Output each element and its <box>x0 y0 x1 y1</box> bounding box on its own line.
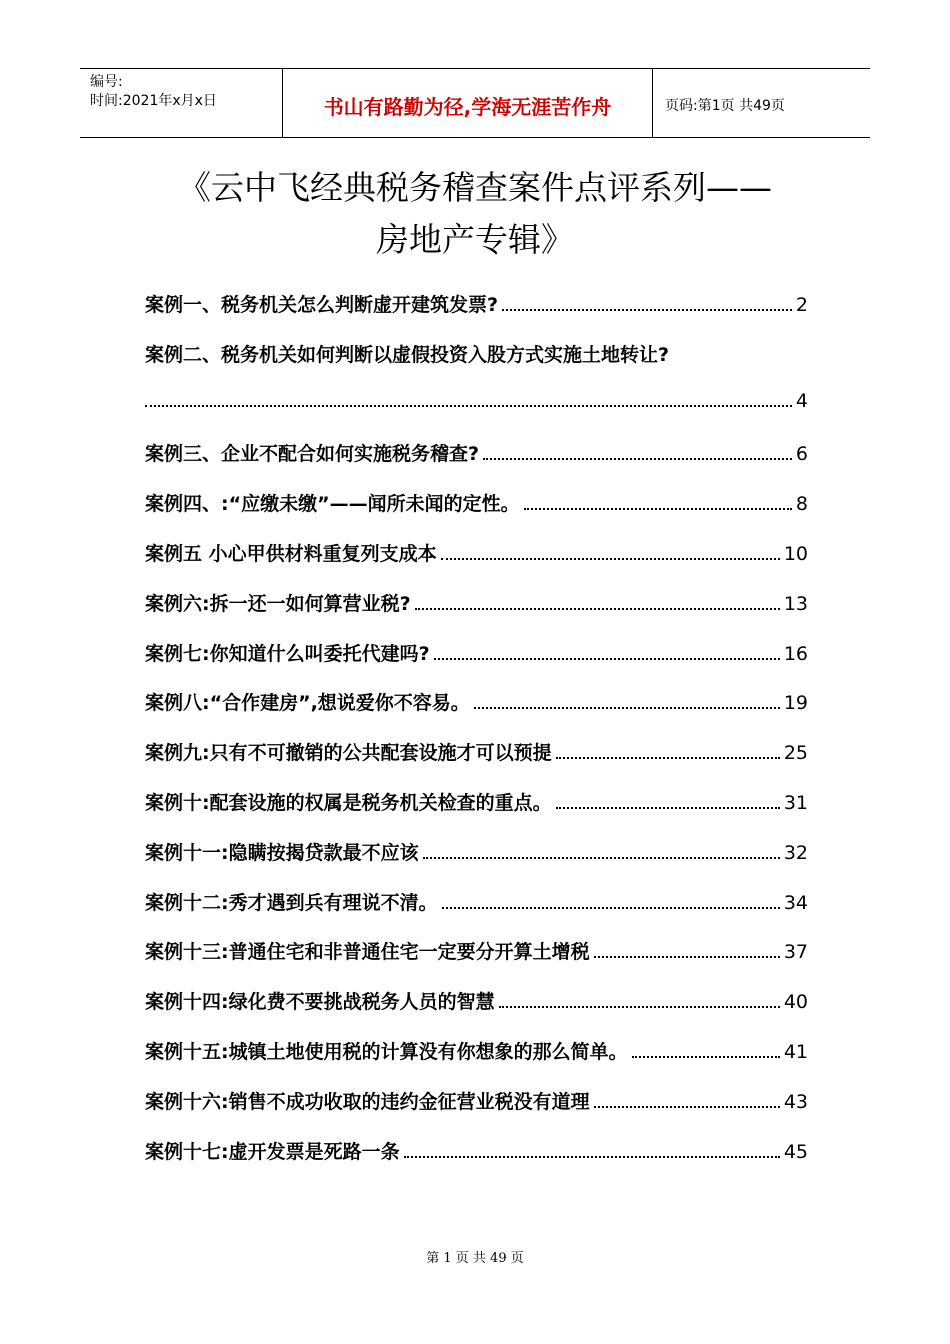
toc-leader-dots <box>556 807 780 809</box>
toc-entry-label: 案例二、税务机关如何判断以虚假投资入股方式实施土地转让? <box>145 343 670 366</box>
toc-entry-page: 43 <box>783 1090 808 1113</box>
toc-leader-dots <box>556 757 780 759</box>
toc-leader-dots <box>483 458 792 460</box>
toc-entry-page: 10 <box>783 542 808 565</box>
toc-leader-dots <box>415 608 780 610</box>
toc-entry[interactable] <box>145 340 808 440</box>
page-footer: 第 1 页 共 49 页 <box>426 1251 524 1266</box>
toc-leader-dots <box>474 707 780 709</box>
toc-entry[interactable] <box>145 639 808 689</box>
toc-entry-page: 19 <box>783 692 808 715</box>
toc-entry-label: 案例十三:普通住宅和非普通住宅一定要分开算土增税 <box>145 941 590 964</box>
toc-entry[interactable] <box>145 589 808 639</box>
toc-leader-dots <box>594 1106 780 1108</box>
header-motto: 书山有路勤为径,学海无涯苦作舟 <box>283 69 653 137</box>
toc-entry-label: 案例十:配套设施的权属是税务机关检查的重点。 <box>145 791 552 814</box>
toc-leader-dots <box>145 405 792 407</box>
toc-entry[interactable] <box>145 439 808 489</box>
toc-entry-label: 案例九:只有不可撤销的公共配套设施才可以预提 <box>145 742 552 765</box>
toc-entry[interactable] <box>145 937 808 987</box>
toc-entry-label: 案例十五:城镇土地使用税的计算没有你想象的那么简单。 <box>145 1040 628 1063</box>
header-meta <box>80 69 283 137</box>
table-of-contents <box>145 290 808 1186</box>
toc-entry-page: 45 <box>783 1140 808 1163</box>
toc-entry-label: 案例三、企业不配合如何实施税务稽查? <box>145 443 480 466</box>
toc-leader-dots <box>502 309 792 311</box>
document-time-label: 时间:2021年x月x日 <box>90 93 217 109</box>
toc-entry[interactable] <box>145 290 808 340</box>
toc-entry-continuation <box>145 390 808 440</box>
title-line-1: 《云中飞经典税务稽查案件点评系列—— <box>178 168 772 207</box>
toc-entry[interactable] <box>145 1037 808 1087</box>
toc-entry-label: 案例八:“合作建房”,想说爱你不容易。 <box>145 692 470 715</box>
toc-entry-page: 34 <box>783 891 808 914</box>
toc-entry-page: 6 <box>795 443 808 466</box>
toc-entry-page: 41 <box>783 1040 808 1063</box>
toc-entry[interactable] <box>145 788 808 838</box>
page-header <box>80 68 870 138</box>
toc-leader-dots <box>441 558 780 560</box>
document-title <box>0 162 950 266</box>
toc-entry-page: 25 <box>783 742 808 765</box>
toc-entry-label: 案例十七:虚开发票是死路一条 <box>145 1140 400 1163</box>
toc-entry-page: 32 <box>783 841 808 864</box>
toc-entry[interactable] <box>145 987 808 1037</box>
toc-leader-dots <box>404 1156 780 1158</box>
toc-entry[interactable] <box>145 888 808 938</box>
toc-leader-dots <box>499 1006 780 1008</box>
header-page-info: 页码:第1页 共49页 <box>665 98 785 114</box>
toc-entry-page: 31 <box>783 791 808 814</box>
toc-entry-label: 案例五 小心甲供材料重复列支成本 <box>145 542 437 565</box>
toc-leader-dots <box>524 508 792 510</box>
toc-entry[interactable] <box>145 738 808 788</box>
title-line-2: 房地产专辑》 <box>376 220 574 259</box>
toc-entry-label: 案例七:你知道什么叫委托代建吗? <box>145 642 430 665</box>
toc-leader-dots <box>442 907 780 909</box>
toc-entry-page: 13 <box>783 592 808 615</box>
toc-leader-dots <box>594 956 780 958</box>
toc-entry-label: 案例一、税务机关怎么判断虚开建筑发票? <box>145 294 499 316</box>
toc-entry-page: 40 <box>783 991 808 1014</box>
toc-leader-dots <box>423 857 780 859</box>
toc-entry[interactable] <box>145 1137 808 1187</box>
toc-entry-page: 8 <box>795 493 808 516</box>
toc-entry-label: 案例十二:秀才遇到兵有理说不清。 <box>145 891 438 914</box>
toc-entry[interactable] <box>145 489 808 539</box>
toc-entry-label: 案例四、:“应缴未缴”——闻所未闻的定性。 <box>145 493 520 516</box>
toc-entry-label: 案例十六:销售不成功收取的违约金征营业税没有道理 <box>145 1090 590 1113</box>
toc-entry-label: 案例十四:绿化费不要挑战税务人员的智慧 <box>145 991 495 1014</box>
toc-entry[interactable] <box>145 838 808 888</box>
toc-entry-page: 16 <box>783 642 808 665</box>
toc-entry[interactable] <box>145 539 808 589</box>
toc-entry-page: 4 <box>795 389 808 412</box>
toc-entry-page: 2 <box>795 294 808 316</box>
toc-entry[interactable] <box>145 688 808 738</box>
toc-leader-dots <box>434 658 780 660</box>
toc-leader-dots <box>632 1056 780 1058</box>
toc-entry-label: 案例六:拆一还一如何算营业税? <box>145 592 411 615</box>
toc-entry[interactable] <box>145 1087 808 1137</box>
toc-entry-page: 37 <box>783 941 808 964</box>
toc-entry-label: 案例十一:隐瞒按揭贷款最不应该 <box>145 841 419 864</box>
document-number-label: 编号: <box>90 74 123 90</box>
